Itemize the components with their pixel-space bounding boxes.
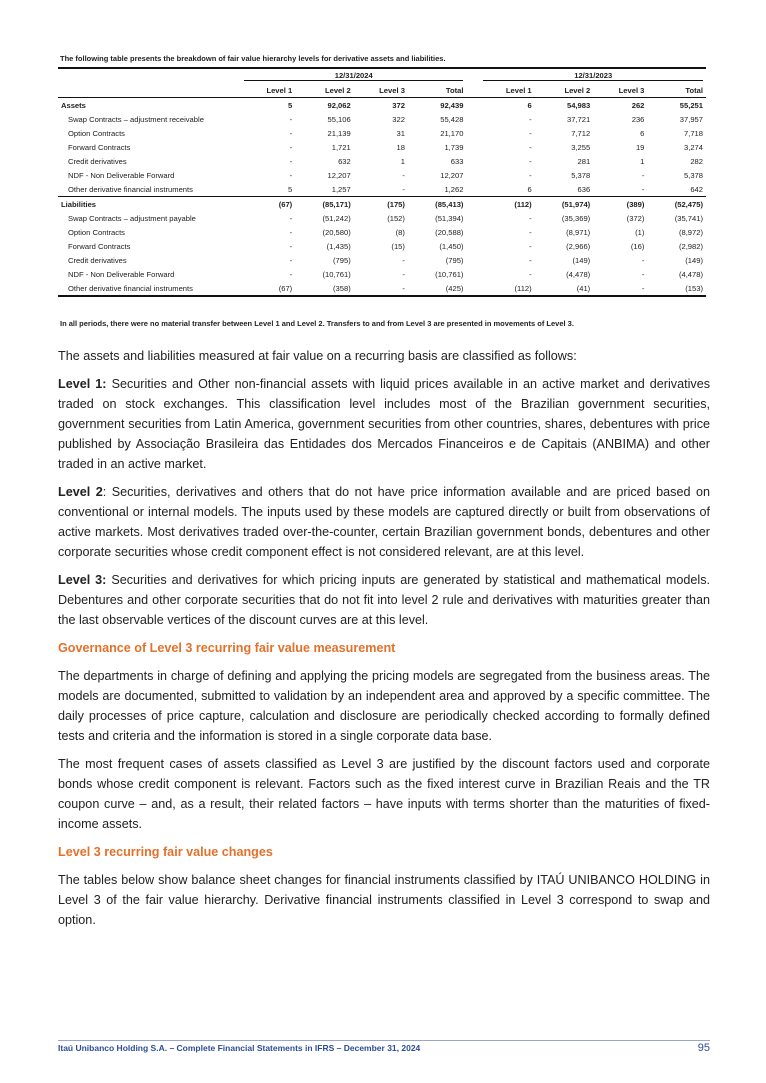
cell-value: (85,171) [295,197,354,212]
cell-value: - [641,255,645,265]
cell-value: - [593,281,647,296]
col-header: Total [685,85,703,95]
row-label: Liabilities [58,197,241,212]
cell-value: - [289,128,293,138]
table-intro: The following table presents the breakdown of fair value hierarchy levels for derivative assets and liabilities. [60,54,446,63]
section-heading: Governance of Level 3 recurring fair value measurement [58,641,396,655]
row-label: Other derivative financial instruments [58,281,241,296]
cell-value: - [529,156,532,166]
footer-divider [58,1040,710,1041]
cell-value: - [402,170,405,180]
cell-value: - [529,128,532,138]
cell-value: - [402,255,405,265]
table-row [58,154,706,168]
cell-value: - [289,241,293,251]
cell-value: 54,983 [535,98,594,113]
cell-value: 636 [577,184,591,194]
paragraph-level-3 [58,570,710,630]
cell-value: (112) [480,197,534,212]
row-label: Forward Contracts [68,142,131,152]
cell-value: 282 [690,156,703,166]
cell-value: (372) [626,213,645,223]
cell-value: (2,982) [678,241,703,251]
cell-value: 5,378 [571,170,591,180]
level-1-text: Securities and Other non-financial assets with liquid prices available in an active market and derivatives traded on stock exchanges. This classification level includes most of the Brazilian government securities, government securities from Latin America, government securities from other countries, shares, debentures with price published by Associação Brasileira das Entidades dos Mercados Financeiros e de Capitais (ANBIMA) and other traded in an active market. [58,377,710,471]
cell-value: 6 [640,128,645,138]
cell-value: 5,378 [683,170,703,180]
body-text [58,346,710,938]
cell-value: 19 [635,142,645,152]
cell-value: (20,588) [435,227,464,237]
cell-value: (425) [408,281,467,296]
level-1-label: Level 1: [58,377,107,391]
cell-value: (358) [295,281,354,296]
cell-value: (389) [593,197,647,212]
cell-value: (112) [480,281,534,296]
cell-value: 1,739 [444,142,464,152]
cell-value: (10,761) [322,269,351,279]
paragraph: The tables below show balance sheet changes for financial instruments classified by ITAÚ UNIBANCO HOLDING in Level 3 of the fair value hierarchy. Derivative financial instruments classified in Level 3 correspond to swap and option. [58,873,710,927]
cell-value: (149) [572,255,591,265]
row-label: Credit derivatives [68,156,127,166]
cell-value: 55,428 [440,114,464,124]
row-label: Assets [58,98,241,113]
cell-value: - [641,184,645,194]
col-header: Level 1 [266,85,293,95]
paragraph: The assets and liabilities measured at fair value on a recurring basis are classified as follows: [58,349,577,363]
cell-value: (8) [395,227,405,237]
table-row [58,267,706,281]
cell-value: (795) [333,255,351,265]
cell-value: - [529,213,532,223]
cell-value: - [289,213,293,223]
period-header-row [58,68,706,83]
row-label: Option Contracts [68,128,125,138]
cell-value: - [289,156,293,166]
paragraph: The most frequent cases of assets classified as Level 3 are justified by the discount factors used and corporate bonds whose credit component is relevant. Factors such as the fixed interest curve in Brazilian Reais and the TR coupon curve – and, as a result, their related factors – have inputs with terms shorter than the maturities of fixed-income assets. [58,757,710,831]
cell-value: 1 [640,156,645,166]
section-row [58,197,706,212]
col-header: Level 3 [618,85,645,95]
cell-value: (15) [391,241,405,251]
row-label: NDF - Non Deliverable Forward [68,170,175,180]
col-header: Level 3 [379,85,405,95]
cell-value: 633 [450,156,464,166]
cell-value: (51,974) [535,197,594,212]
cell-value: 5 [287,184,293,194]
cell-value: 18 [396,142,405,152]
cell-value: 12,207 [440,170,464,180]
cell-value: (795) [445,255,464,265]
cell-value: 281 [577,156,591,166]
cell-value: 92,062 [295,98,354,113]
level-3-text: Securities and derivatives for which pricing inputs are generated by statistical and mathematical models. Debentures and other corporate securities that do not fit into level 2 rule and derivatives with maturities greater than the last observable vertices of the discount curves are at this level. [58,573,710,627]
table-row [58,112,706,126]
cell-value: 236 [631,114,645,124]
cell-value: (8,971) [566,227,591,237]
cell-value: (4,478) [566,269,591,279]
row-label: Credit derivatives [68,255,127,265]
level-2-text: : Securities, derivatives and others that do not have price information available and are priced based on conventional or internal models. The inputs used by these models are captured directly or built from observations of active markets. Most derivatives traded over-the-counter, certain Brazilian government bonds, debentures and other corporate securities whose credit component effect is not considered relevant, are at this level. [58,485,710,559]
cell-value: (153) [647,281,706,296]
cell-value: - [529,170,532,180]
table-row [58,126,706,140]
cell-value: (175) [354,197,408,212]
section-heading: Level 3 recurring fair value changes [58,845,273,859]
table-row [58,140,706,154]
cell-value: (51,242) [322,213,351,223]
column-header-row [58,83,706,98]
paragraph-level-2 [58,482,710,562]
cell-value: - [529,114,532,124]
cell-value: 5 [241,98,295,113]
cell-value: (16) [630,241,645,251]
cell-value: 21,170 [440,128,464,138]
cell-value: 31 [396,128,405,138]
col-header: Level 2 [324,85,351,95]
cell-value: (35,741) [674,213,703,223]
row-label: Swap Contracts – adjustment receivable [68,114,204,124]
cell-value: - [289,227,293,237]
period-2023: 12/31/2023 [483,71,703,81]
cell-value: - [529,255,532,265]
cell-value: 3,255 [571,142,591,152]
cell-value: 1,257 [331,184,351,194]
table-row [58,168,706,182]
cell-value: (4,478) [678,269,703,279]
cell-value: 21,139 [327,128,351,138]
col-header: Total [445,85,464,95]
cell-value: 6 [480,98,534,113]
cell-value: 37,957 [679,114,703,124]
level-3-label: Level 3: [58,573,107,587]
cell-value: 7,718 [683,128,703,138]
cell-value: - [289,170,293,180]
paragraph-level-1 [58,374,710,474]
row-label: Option Contracts [68,227,125,237]
row-label: Forward Contracts [68,241,131,251]
col-header: Level 1 [505,85,532,95]
cell-value: 7,712 [571,128,591,138]
cell-value: (1) [635,227,645,237]
cell-value: - [402,184,405,194]
cell-value: (1,450) [439,241,464,251]
cell-value: - [641,170,645,180]
page-number: 95 [697,1042,710,1054]
cell-value: (51,394) [435,213,464,223]
cell-value: (85,413) [408,197,467,212]
cell-value: 372 [354,98,408,113]
section-row [58,98,706,113]
table-row [58,281,706,296]
cell-value: 3,274 [683,142,703,152]
table-row [58,182,706,197]
fair-value-table [58,67,706,297]
cell-value: - [641,269,645,279]
cell-value: - [529,227,532,237]
col-header: Level 2 [564,85,591,95]
cell-value: 6 [527,184,532,194]
cell-value: 1,721 [331,142,351,152]
table-row [58,239,706,253]
cell-value: (41) [535,281,594,296]
cell-value: - [529,241,532,251]
cell-value: 642 [690,184,703,194]
cell-value: 322 [392,114,405,124]
cell-value: (149) [685,255,703,265]
cell-value: 262 [593,98,647,113]
cell-value: 12,207 [327,170,351,180]
cell-value: (67) [241,281,295,296]
cell-value: - [289,114,293,124]
paragraph: The departments in charge of defining and applying the pricing models are segregated from the business areas. The models are documented, submitted to validation by an independent area and approved by a specific committee. The daily processes of price capture, calculation and disclosure are periodically checked according to formally defined tests and criteria and the information is stored in a single corporate data base. [58,669,710,743]
cell-value: (52,475) [647,197,706,212]
table-row [58,253,706,267]
cell-value: (8,972) [678,227,703,237]
cell-value: (35,369) [561,213,591,223]
footer-text: Itaú Unibanco Holding S.A. – Complete Financial Statements in IFRS – December 31, 2024 [58,1043,421,1053]
table-note: In all periods, there were no material transfer between Level 1 and Level 2. Transfers to and from Level 3 are presented in movements of Level 3. [60,319,574,328]
level-2-label: Level 2 [58,485,103,499]
cell-value: 55,251 [647,98,706,113]
cell-value: (10,761) [435,269,464,279]
cell-value: (2,966) [566,241,591,251]
table-row [58,225,706,239]
cell-value: - [529,269,532,279]
cell-value: 1,262 [444,184,464,194]
row-label: NDF - Non Deliverable Forward [68,269,175,279]
row-label: Other derivative financial instruments [68,184,193,194]
cell-value: (1,435) [326,241,351,251]
cell-value: - [354,281,408,296]
cell-value: - [289,255,293,265]
cell-value: 92,439 [408,98,467,113]
cell-value: (67) [241,197,295,212]
cell-value: 55,106 [327,114,351,124]
cell-value: (20,580) [322,227,351,237]
cell-value: 1 [400,156,405,166]
period-2024: 12/31/2024 [244,71,463,81]
cell-value: - [402,269,405,279]
table-row [58,211,706,225]
cell-value: 632 [338,156,351,166]
cell-value: - [289,269,293,279]
cell-value: 37,721 [566,114,591,124]
cell-value: - [529,142,532,152]
cell-value: - [289,142,293,152]
cell-value: (152) [387,213,405,223]
row-label: Swap Contracts – adjustment payable [68,213,196,223]
